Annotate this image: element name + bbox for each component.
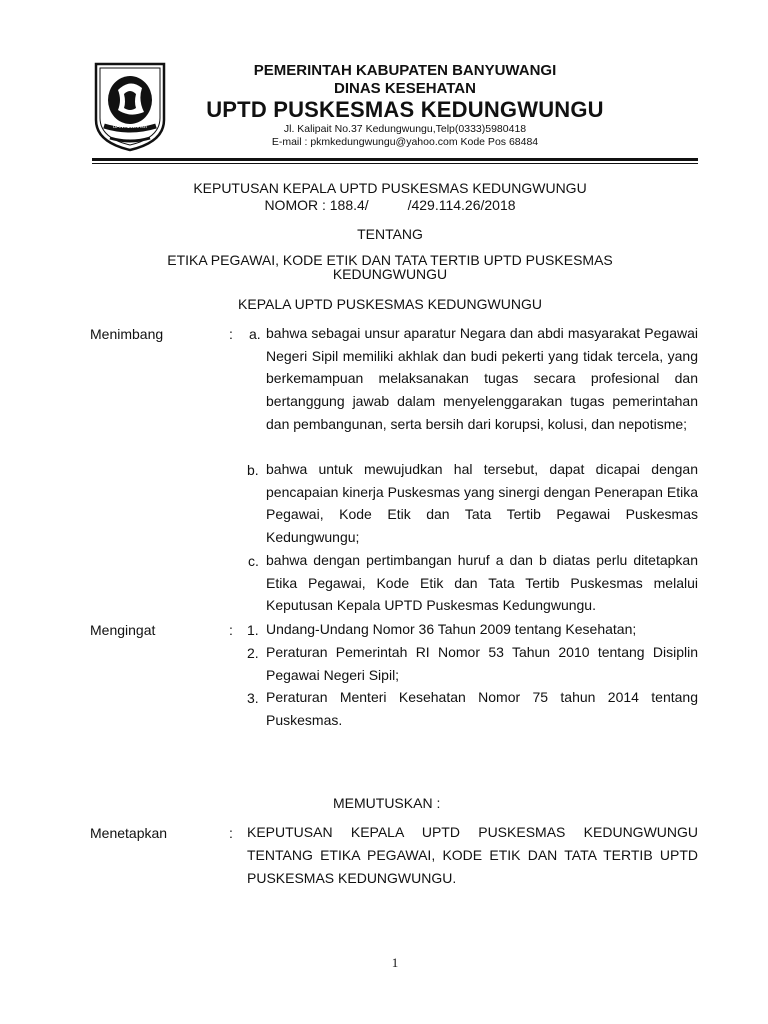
mengingat-mark-1: 1. — [247, 622, 259, 638]
mengingat-colon: : — [229, 622, 233, 638]
regency-seal-logo — [90, 60, 170, 152]
agency-name: DINAS KESEHATAN — [334, 80, 476, 97]
about-label: TENTANG — [357, 226, 423, 242]
letterhead-rule-thick — [92, 158, 698, 161]
contact-line: E-mail : pkmkedungwungu@yahoo.com Kode Pos 68484 — [271, 136, 539, 148]
decree-number: NOMOR : 188.4/ /429.114.26/2018 — [264, 197, 516, 213]
institution-name: UPTD PUSKESMAS KEDUNGWUNGU — [206, 97, 604, 122]
mengingat-label: Mengingat — [90, 622, 156, 638]
decree-title: KEPUTUSAN KEPALA UPTD PUSKESMAS KEDUNGWUNGU — [193, 180, 587, 196]
memutuskan-heading: MEMUTUSKAN : — [333, 795, 441, 811]
authority-line: KEPALA UPTD PUSKESMAS KEDUNGWUNGU — [238, 296, 542, 312]
menimbang-label: Menimbang — [90, 326, 164, 342]
mengingat-item-1: Undang-Undang Nomor 36 Tahun 2009 tentang Kesehatan; — [266, 621, 637, 637]
menimbang-item-a: bahwa sebagai unsur aparatur Negara dan abdi masyarakat Pegawai Negeri Sipil memiliki akhlak dan budi pekerti yang tidak tercela, yang berkemampuan melaksanakan tugas secara profesional dan bertanggung jawab dalam menyelenggarakan tugas pemerintahan dan pembangunan, serta bersih dari korupsi, kolusi, dan nepotisme; — [266, 325, 698, 432]
mengingat-item-2: Peraturan Pemerintah RI Nomor 53 Tahun 2010 tentang Disiplin Pegawai Negeri Sipil; — [266, 644, 698, 683]
menimbang-mark-a: a. — [249, 326, 261, 342]
menimbang-item-c: bahwa dengan pertimbangan huruf a dan b diatas perlu ditetapkan Etika Pegawai, Kode Etik dan Tata Tertib Puskesmas melalui Keputusan Kepala UPTD Puskesmas Kedungwungu. — [266, 552, 698, 614]
decree-subject-line1: ETIKA PEGAWAI, KODE ETIK DAN TATA TERTIB UPTD PUSKESMAS — [167, 252, 613, 268]
menetapkan-label: Menetapkan — [90, 825, 168, 841]
page-number: 1 — [391, 955, 399, 970]
menimbang-mark-c: c. — [248, 553, 259, 569]
menetapkan-text: KEPUTUSAN KEPALA UPTD PUSKESMAS KEDUNGWUNGU TENTANG ETIKA PEGAWAI, KODE ETIK DAN TATA TERTIB UPTD PUSKESMAS KEDUNGWUNGU. — [247, 824, 698, 886]
menimbang-mark-b: b. — [247, 462, 259, 478]
decree-subject-line2: KEDUNGWUNGU — [332, 266, 448, 282]
seal-banner-text: BANYUWANGI — [113, 124, 147, 130]
menetapkan-colon: : — [229, 825, 233, 841]
mengingat-mark-2: 2. — [247, 645, 259, 661]
government-name: PEMERINTAH KABUPATEN BANYUWANGI — [253, 62, 557, 79]
mengingat-item-3: Peraturan Menteri Kesehatan Nomor 75 tahun 2014 tentang Puskesmas. — [266, 689, 698, 728]
letterhead-rule-thin — [92, 163, 698, 164]
address-line: Jl. Kalipait No.37 Kedungwungu,Telp(0333)5980418 — [283, 123, 527, 135]
menimbang-item-b: bahwa untuk mewujudkan hal tersebut, dapat dicapai dengan pencapaian kinerja Puskesmas yang sinergi dengan Penerapan Etika Pegawai, Kode Etik dan Tata Tertib Pegawai Puskesmas Kedungwungu; — [266, 461, 698, 546]
menimbang-colon: : — [229, 326, 233, 342]
mengingat-mark-3: 3. — [247, 690, 259, 706]
